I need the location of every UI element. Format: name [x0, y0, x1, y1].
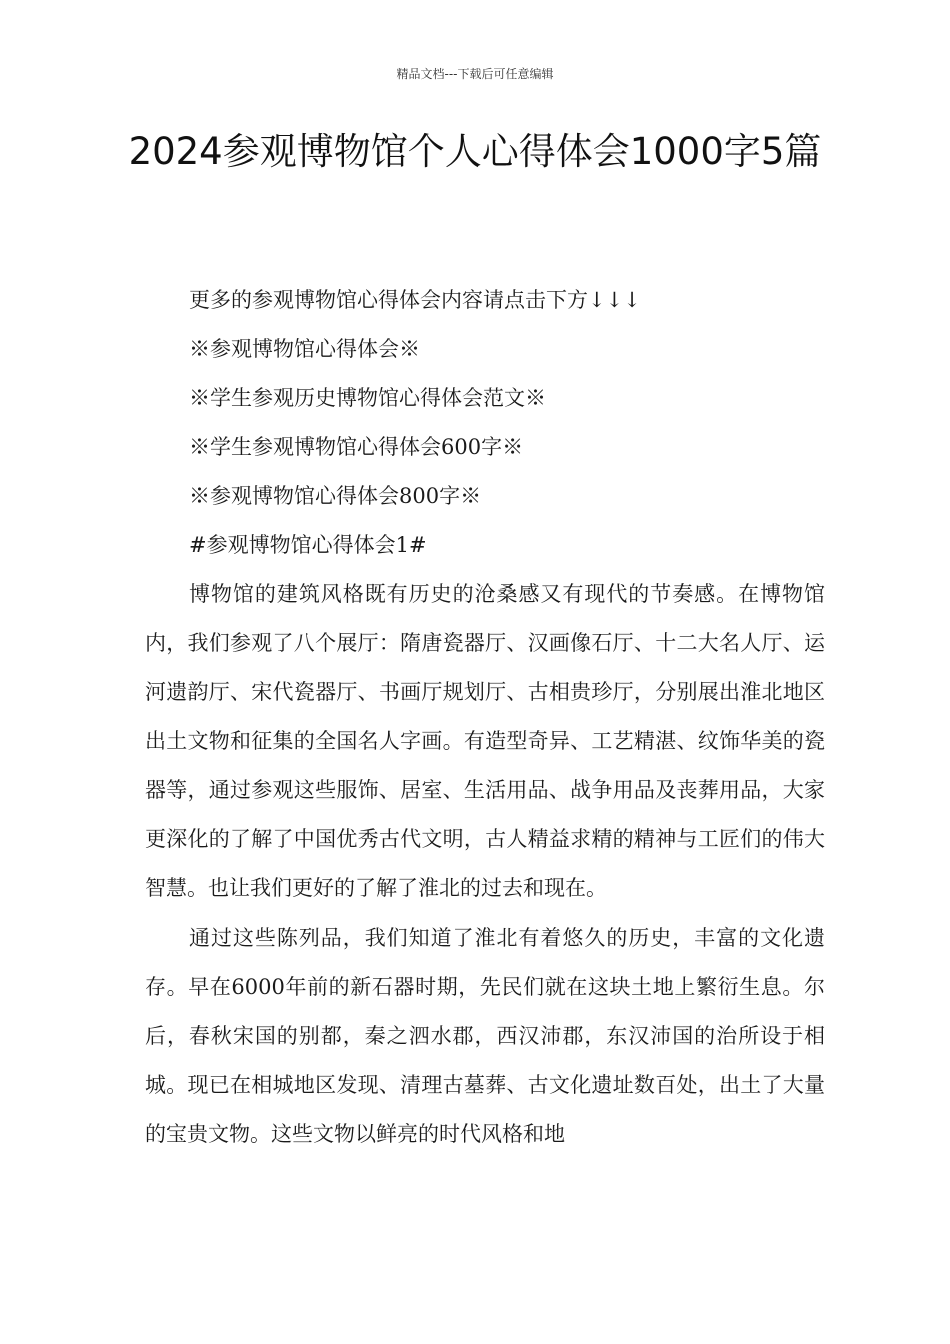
body-paragraph: 博物馆的建筑风格既有历史的沧桑感又有现代的节奏感。在博物馆内，我们参观了八个展厅：隋唐瓷器厅、汉画像石厅、十二大名人厅、运河遗韵厅、宋代瓷器厅、书画厅规划厅、古相贵珍厅，分别展出淮北地区出土文物和征集的全国名人字画。有造型奇异、工艺精湛、纹饰华美的瓷器等，通过参观这些服饰、居室、生活用品、战争用品及丧葬用品，大家更深化的了解了中国优秀古代文明，古人精益求精的精神与工匠们的伟大智慧。也让我们更好的了解了淮北的过去和现在。 [145, 582, 825, 900]
intro-line: 更多的参观博物馆心得体会内容请点击下方↓↓↓ [189, 288, 641, 312]
document-body [145, 276, 825, 1159]
link-student-history-museum[interactable]: ※学生参观历史博物馆心得体会范文※ [189, 386, 546, 410]
link-student-museum-600[interactable]: ※学生参观博物馆心得体会600字※ [189, 435, 524, 459]
section-heading: #参观博物馆心得体会1# [189, 533, 427, 557]
link-museum-800[interactable]: ※参观博物馆心得体会800字※ [189, 484, 482, 508]
document-title: 2024参观博物馆个人心得体会1000字5篇 [128, 130, 822, 173]
body-paragraph: 通过这些陈列品，我们知道了淮北有着悠久的历史，丰富的文化遗存。早在6000年前的新石器时期，先民们就在这块土地上繁衍生息。尔后，春秋宋国的别都，秦之泗水郡，西汉沛郡，东汉沛国的治所设于相城。现已在相城地区发现、清理古墓葬、古文化遗址数百处，出土了大量的宝贵文物。这些文物以鲜亮的时代风格和地 [145, 926, 825, 1146]
page-header: 精品文档---下载后可任意编辑 [396, 67, 554, 81]
link-visit-museum[interactable]: ※参观博物馆心得体会※ [189, 337, 420, 361]
